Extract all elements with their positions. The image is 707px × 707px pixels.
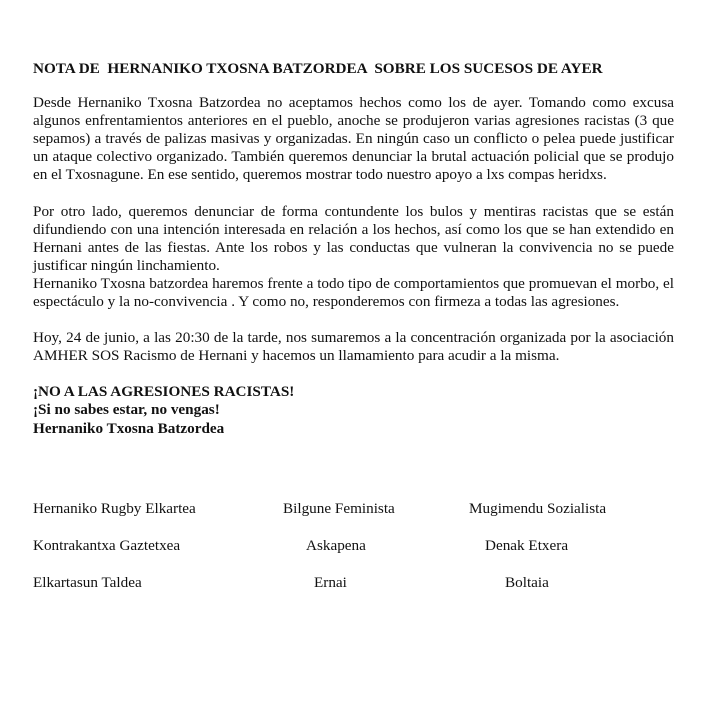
signer-name: Ernai — [314, 574, 347, 591]
signer-name: Mugimendu Sozialista — [469, 500, 607, 517]
signer-row — [33, 537, 674, 574]
paragraph-1: Desde Hernaniko Txosna Batzordea no aceptamos hechos como los de ayer. Tomando como excusa algunos enfrentamientos anteriores en el pueblo, anoche se produjeron varias agresiones racistas (3 que sepamos) a través de palizas masivas y organizadas. En ningún caso un conflicto o pelea puede justificar un ataque colectivo organizado. También queremos denunciar la brutal actuación policial que se produjo en el Txosnagune. En ese sentido, queremos mostrar todo nuestro apoyo a lxs compas heridxs. — [33, 94, 674, 184]
spacer — [33, 185, 674, 203]
signer-row — [33, 574, 674, 611]
slogan-line-1: ¡NO A LAS AGRESIONES RACISTAS! — [33, 383, 295, 401]
signer-name: Hernaniko Rugby Elkartea — [33, 500, 196, 517]
statement-document — [33, 60, 674, 438]
signer-name: Bilgune Feminista — [283, 500, 395, 517]
spacer — [33, 311, 674, 329]
signer-name: Kontrakantxa Gaztetxea — [33, 537, 181, 554]
signer-row — [33, 500, 674, 537]
signer-name: Elkartasun Taldea — [33, 574, 142, 591]
signers-list — [33, 500, 674, 611]
paragraph-2: Por otro lado, queremos denunciar de forma contundente los bulos y mentiras racistas que se están difundiendo con una intención interesada en relación a los hechos, así como los que se han extendido en Hernani antes de las fiestas. Ante los robos y las conductas que vulneran la convivencia no se puede justificar ningún linchamiento. — [33, 202, 674, 274]
spacer — [33, 365, 674, 383]
slogan-line-2: ¡Si no sabes estar, no vengas! — [33, 401, 220, 419]
paragraph-3: Hernaniko Txosna batzordea haremos frente a todo tipo de comportamientos que promuevan el morbo, el espectáculo y la no-convivencia . Y como no, responderemos con firmeza a todas las agresiones. — [33, 274, 674, 311]
signer-name: Denak Etxera — [485, 537, 569, 554]
signature-line: Hernaniko Txosna Batzordea — [33, 419, 225, 437]
signer-name: Boltaia — [505, 574, 549, 591]
paragraph-4: Hoy, 24 de junio, a las 20:30 de la tarde, nos sumaremos a la concentración organizada por la asociación AMHER SOS Racismo de Hernani y hacemos un llamamiento para acudir a la misma. — [33, 329, 674, 365]
statement-title: NOTA DE HERNANIKO TXOSNA BATZORDEA SOBRE LOS SUCESOS DE AYER — [33, 60, 603, 77]
signer-name: Askapena — [306, 537, 366, 554]
